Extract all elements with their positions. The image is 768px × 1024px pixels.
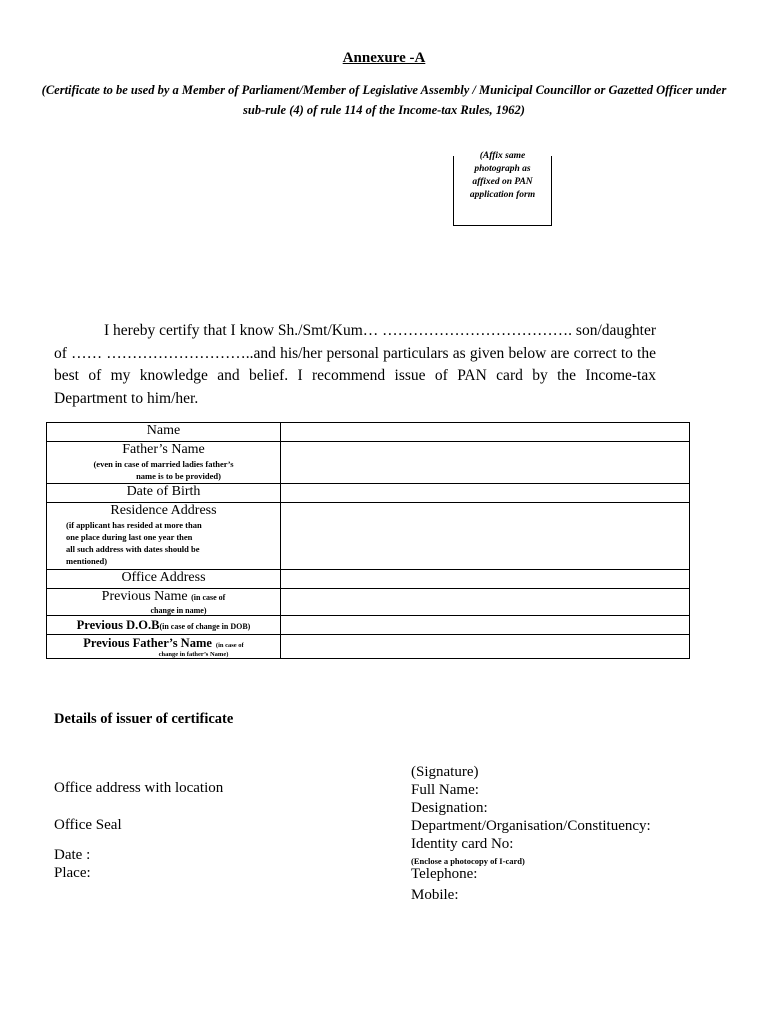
table-row — [47, 616, 690, 635]
place-label: Place: — [54, 865, 91, 881]
table-row — [47, 442, 690, 484]
prev-dob-label: Previous D.O.B — [76, 618, 160, 632]
residence-value-cell[interactable] — [281, 503, 690, 570]
office-label-cell — [47, 570, 281, 589]
name-label-cell — [47, 423, 281, 442]
particulars-table — [46, 422, 690, 659]
office-label: Office Address — [121, 570, 206, 585]
date-label: Date : — [54, 847, 91, 863]
full-name-label: Full Name: — [411, 782, 479, 798]
photo-line-1: (Affix same — [479, 151, 526, 161]
prev-father-note-1: (in case of — [215, 642, 244, 649]
prev-name-note-2: change in name) — [150, 606, 207, 615]
dob-label-cell — [47, 484, 281, 503]
prev-father-label: Previous Father’s Name — [83, 636, 212, 650]
father-label: Father’s Name — [122, 442, 205, 457]
mobile-label: Mobile: — [411, 887, 459, 903]
father-note-2: name is to be provided) — [136, 471, 221, 481]
certification-paragraph — [54, 320, 656, 410]
table-row — [47, 423, 690, 442]
photo-instruction — [454, 150, 551, 202]
name-label: Name — [146, 423, 181, 438]
office-seal-label: Office Seal — [54, 817, 122, 833]
photo-line-4: application form — [469, 190, 536, 200]
prev-father-note-2: change in father’s Name) — [158, 651, 229, 658]
dob-label: Date of Birth — [126, 484, 201, 499]
prev-name-label: Previous Name — [101, 589, 188, 604]
table-row — [47, 589, 690, 616]
prev-name-label-cell — [47, 589, 281, 616]
photo-box — [453, 151, 552, 226]
prev-dob-note: (in case of change in DOB) — [159, 622, 251, 631]
residence-note-2: one place during last one year then — [66, 532, 193, 542]
table-row — [47, 635, 690, 659]
prev-name-line — [47, 589, 280, 606]
father-value-cell[interactable] — [281, 442, 690, 484]
signature-label: (Signature) — [411, 764, 479, 780]
residence-label: Residence Address — [110, 503, 217, 518]
table-row — [47, 503, 690, 570]
identity-card-label: Identity card No: — [411, 836, 514, 852]
prev-father-value-cell[interactable] — [281, 635, 690, 659]
page-subtitle: (Certificate to be used by a Member of Parliament/Member of Legislative Assembly / Municipal Councillor or Gazetted Officer under sub-rule (4) of rule 114 of the Income-tax Rules, 1962) — [41, 83, 727, 117]
father-label-cell — [47, 442, 281, 484]
department-label: Department/Organisation/Constituency: — [411, 818, 651, 834]
office-value-cell[interactable] — [281, 570, 690, 589]
table-row — [47, 484, 690, 503]
photo-line-3: affixed on PAN — [472, 177, 533, 187]
dob-value-cell[interactable] — [281, 484, 690, 503]
prev-name-value-cell[interactable] — [281, 589, 690, 616]
office-address-label: Office address with location — [54, 780, 224, 796]
designation-label: Designation: — [411, 800, 488, 816]
page-title: Annexure -A — [342, 50, 426, 66]
prev-father-line — [47, 635, 280, 651]
residence-label-cell — [47, 503, 281, 570]
photo-line-2: photograph as — [474, 164, 531, 174]
prev-dob-label-cell — [47, 616, 281, 635]
residence-note-3: all such address with dates should be — [66, 544, 200, 554]
certification-text: I hereby certify that I know Sh./Smt/Kum… ………………………………. son/daughter of …… ………………………..and his/her personal particulars as given below are correct to the best of my knowledge and belief. I recommend issue of PAN card by the Income-tax Department to him/her. — [54, 322, 656, 407]
issuer-heading: Details of issuer of certificate — [54, 711, 234, 727]
residence-note-4: mentioned) — [66, 556, 108, 566]
table-row — [47, 570, 690, 589]
prev-name-note-1: (in case of — [191, 593, 226, 602]
prev-dob-value-cell[interactable] — [281, 616, 690, 635]
residence-note-1: (if applicant has resided at more than — [66, 520, 202, 530]
prev-father-label-cell — [47, 635, 281, 659]
enclose-note: (Enclose a photocopy of I-card) — [411, 856, 525, 866]
father-note-1: (even in case of married ladies father’s — [93, 459, 234, 469]
telephone-label: Telephone: — [411, 866, 478, 882]
name-value-cell[interactable] — [281, 423, 690, 442]
